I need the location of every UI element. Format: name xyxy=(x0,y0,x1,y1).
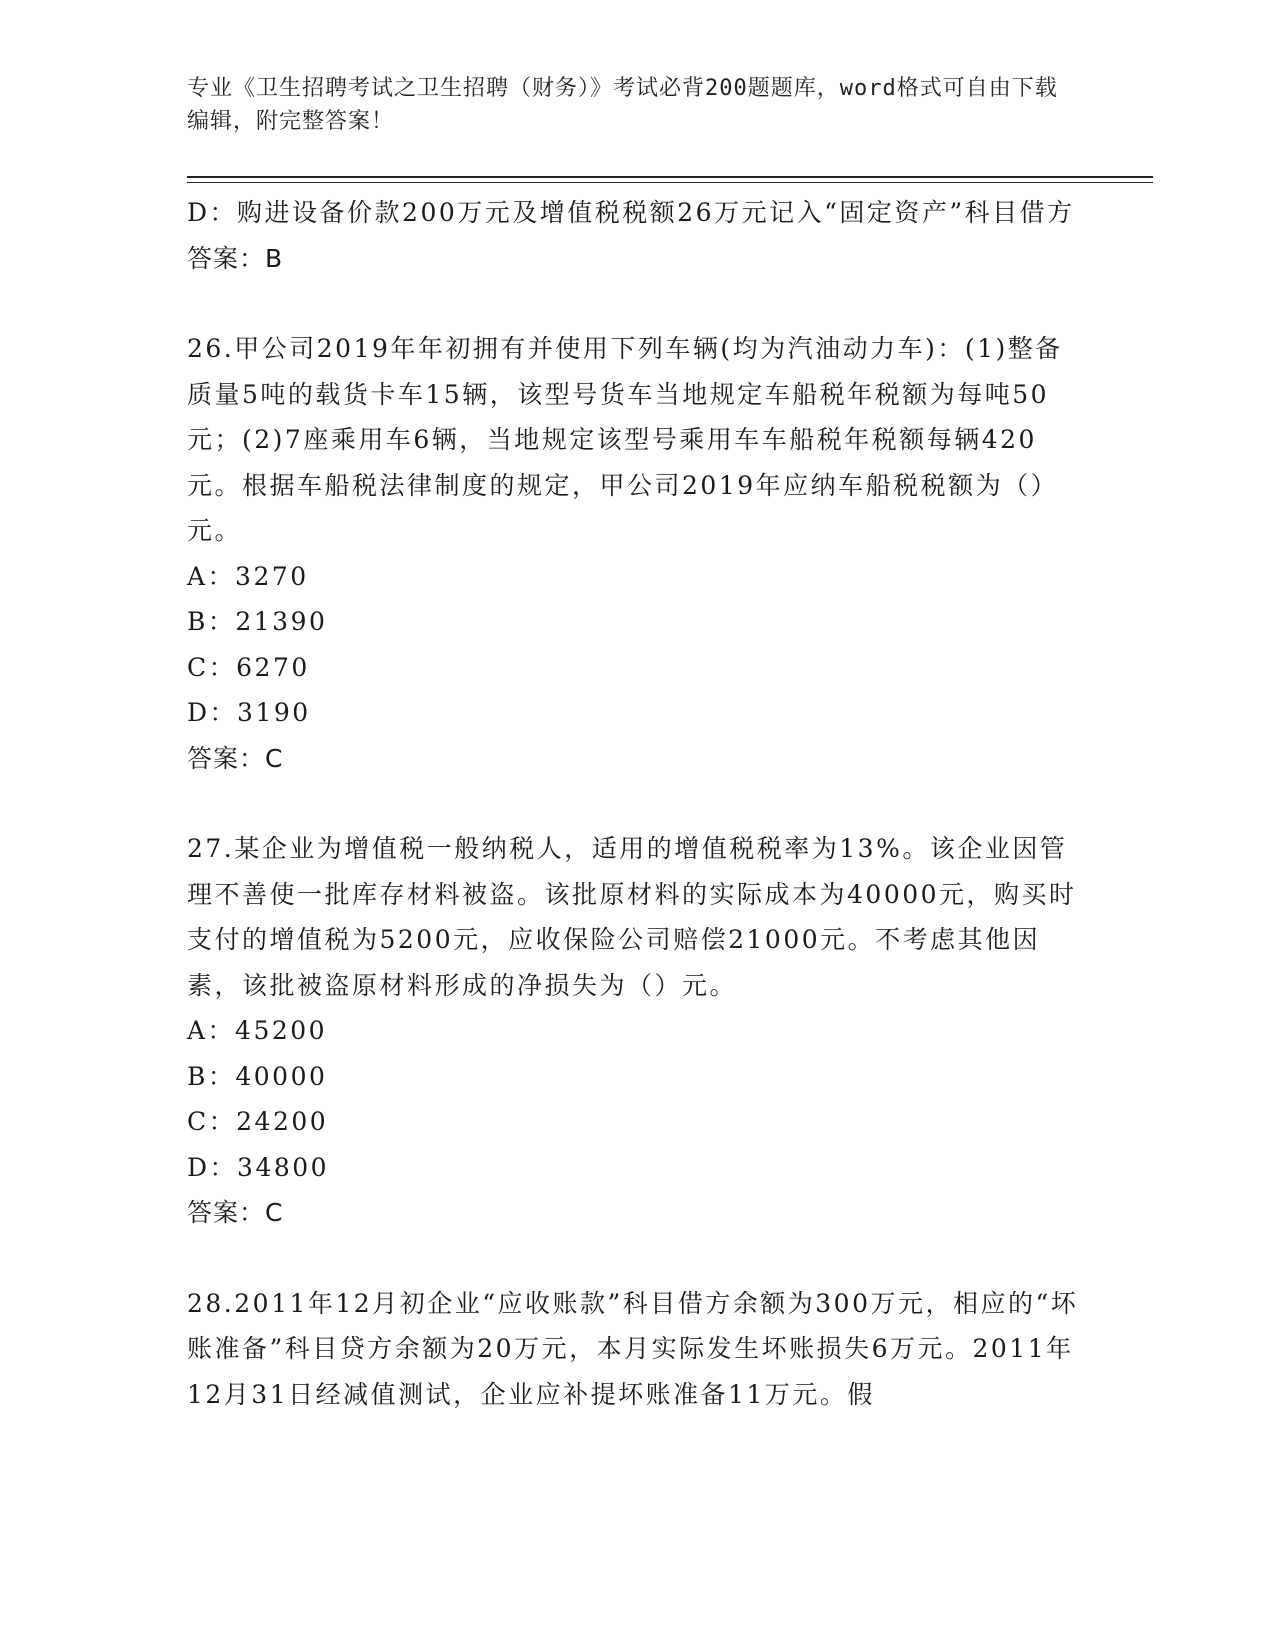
header-divider xyxy=(187,176,1153,178)
document-body xyxy=(187,190,1087,1417)
question-26-option-d: D：3190 xyxy=(187,698,311,727)
question-27-answer: 答案：C xyxy=(187,1198,284,1227)
question-27-option-c: C：24200 xyxy=(187,1107,329,1136)
question-26-stem: 26.甲公司2019年年初拥有并使用下列车辆(均为汽油动力车)：(1)整备质量5吨的载货卡车15辆，该型号货车当地规定车船税年税额为每吨50元；(2)7座乘用车6辆，当地规定该型号乘用车车船税年税额每辆420元。根据车船税法律制度的规定，甲公司2019年应纳车船税税额为（）元。 xyxy=(187,334,1063,545)
document-header: 专业《卫生招聘考试之卫生招聘（财务）》考试必背200题题库，word格式可自由下载编辑，附完整答案！ xyxy=(187,76,1058,134)
prev-option-d: D：购进设备价款200万元及增值税税额26万元记入“固定资产”科目借方 xyxy=(187,198,1075,227)
question-27-option-d: D：34800 xyxy=(187,1152,330,1182)
header-divider-thin xyxy=(187,182,1153,183)
question-27-stem: 27.某企业为增值税一般纳税人，适用的增值税税率为13%。该企业因管理不善使一批库存材料被盗。该批原材料的实际成本为40000元，购买时支付的增值税为5200元，应收保险公司赔偿21000元。不考虑其他因素，该批被盗原材料形成的净损失为（）元。 xyxy=(187,834,1077,1000)
question-27-option-b: B：40000 xyxy=(187,1061,328,1091)
question-26-option-c: C：6270 xyxy=(187,652,310,682)
question-26-option-a: A：3270 xyxy=(187,561,309,591)
prev-answer: 答案：B xyxy=(187,243,284,273)
question-28-stem: 28.2011年12月初企业“应收账款”科目借方余额为300万元，相应的“坏账准备”科目贷方余额为20万元，本月实际发生坏账损失6万元。2011年12月31日经减值测试，企业应补提坏账准备11万元。假 xyxy=(187,1288,1079,1409)
question-27-option-a: A：45200 xyxy=(187,1016,328,1045)
question-26-answer: 答案：C xyxy=(187,743,284,773)
question-26-option-b: B：21390 xyxy=(187,607,328,636)
